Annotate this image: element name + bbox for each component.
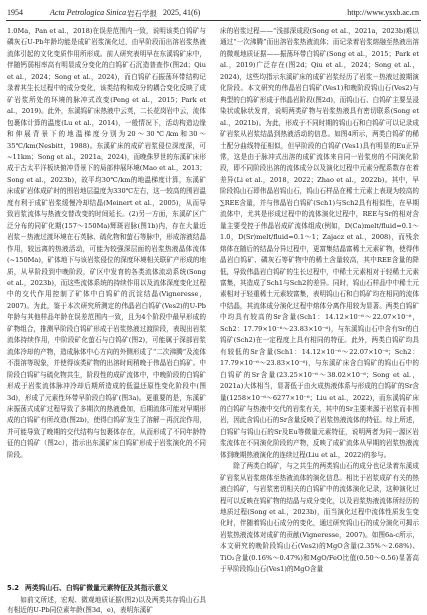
section-first-paragraph: 如前文所述，宏观、微观地质证据(图2)以及两类共存钨山石具有相近的U-Pb同位素年龄(图3d，e)，表明东溪矿 [7, 596, 206, 614]
header-rule [6, 20, 421, 21]
right-column [220, 26, 419, 606]
running-header [0, 0, 427, 22]
page-number: 1954 [7, 8, 23, 17]
body-paragraph: 除了两类白钨矿，与之共生的两类钨山石的成分也记录着东溪成矿岩浆从岩浆熔体至热液流体的演化信息。相比于岩浆成矿有关的热液白钨矿，与岩浆密切相关的白钨矿中的流体演化记录，这种演化过程可以反映在钨矿物的结晶与成分变化，以及岩浆热液流体所经历的地质过程(Song et al.，2023b)，而当演化过程中流体性质发生变化时，伴随着钨山石成分的变化，通过研究钨山石的成分演化可揭示岩浆热液流体对成矿的贡献(Vigneresse，2007)。如图6a-c所示，本文研究的晚阶段钨山石(Ves2)的MgO含量(2.35%～2.68%)、TiO₂含量(0.16%～0.47%)和MgO/FeO比值(0.50～0.56)显著高于早阶段钨山石(Ves1)的MgO含量 [220, 462, 419, 574]
body-paragraph: 床的岩浆过程——“浅部深成段(Song et al.，2021a，2023b)难以通过“一次沸腾”而出溶岩浆热液流体；而记录着岩浆熔融至热液出溶的微观地质证据——振荡环带白钨矿(Song et al.，2015；Park et al.，2019)广泛存在(图2d；Qiu et al.，2024；Song et al.，2024)，这些均指示东溪矿床的成矿岩浆经历了岩浆－热液过渡期演化阶段。本文研究的伟晶岩白钨矿(Ves1)和晚阶段钨山石(Ves2)与典型的白钨矿形成于伟晶岩阶段(图2d)，而钨山石、白钨矿主要呈浸染状或脉状发育，说明两类矿物与岩浆热液具有密切联系(Song et al.，2021b)。为此，形成于不同时期的钨山石和白钨矿可以记录成矿岩浆从岩浆结晶到热液活动的信息。如图4所示，两类白钨矿的稀土配分曲线特征相似，但早阶段的白钨矿(Ves1)具有明显的Eu正异常，这是由于脉冲式出溶的成矿流体来自同一岩浆房的不同演化阶段，即不同阶段出溶的流体成分以及演化过程中元素分配系数存在着差异(Li et al.，2018，2022；Zhao et al.，2022b)。其中，早阶段钨山石即伟晶岩钨山石，钨山石样品在稀土元素上表现为较高的∑REE含量，并与伟晶岩白钨矿(Sch1)与Sch2具有相似性，在早期流体中，尤其是形成过程中的流体演化过程中，REE与Sr的相对含量主要受控于伟晶岩成矿流体组成(例如，D(Ca)melt/fluid=0.1～1.0，D(Sr)melt/fluid=0.1～1；Zajacz et al.，2008)，而残余熔体在随后的结晶分异过程中，更富集结晶富稀土元素矿物，使得伟晶岩白钨矿、磷灰石等矿物中的稀土含量较高，其中REE含量的降低，导致伟晶岩白钨矿的生长过程中，中稀土元素相对于轻稀土元素富集，其造成了Sch1与Sch2的差异。同时，钨山石样品中中稀土元素相对于轻重稀土元素较富集，表明钨山石和白钨矿均在相同的流体中结晶，其流体成分演化过程中熔体分离作用较为显著。两类白钨矿中均具有较高的Sr含量(Sch1：14.12×10⁻⁶～22.07×10⁻⁶，Sch2：17.79×10⁻⁶～23.83×10⁻⁶)，与东溪钨山石中含有Sr的白钨矿(Sch2)在一定程度上具有相同的特征。此外，两类白钨矿均具有较低的Sr含量(Sch1：14.12×10⁻⁶～22.07×10⁻⁶；Sch2：17.79×10⁻⁶～23.83×10⁻⁶)，与东溪矿床含白钨矿的钨山石中的白钨矿的Sr含量(23.25×10⁻⁶～38.02×10⁻⁶；Song et al.，2021a)大体相当，显著低于由火成热液体系与形成的白钨矿的Sr含量(1258×10⁻⁶～6277×10⁻⁶；Liu et al.，2022)，而东溪钨矿床的白钨矿与热液中交代的岩浆有关，其中的Sr主要来源于岩浆而非围岩，因此含钨山石的Sr含量反映了岩浆热液流体的特征。综上所述，白钨矿与钨山石的Sr及Eu等微量元素特征，说明两者为同一源区岩浆流体在不同演化阶段的产物，反映了成矿流体从早期的岩浆热液流体到晚期热液演化的连续过程(Liu et al.，2022)的参与。 [220, 27, 419, 459]
section-title: 两类钨山石、白钨矿微量元素特征及其指示意义 [25, 584, 168, 592]
left-column [7, 26, 206, 586]
journal-url: http://www.ysxb.ac.cn [347, 8, 419, 17]
volume-issue: 2025, 41(6) [163, 8, 201, 17]
section-heading [7, 583, 206, 594]
journal-name-latin: Acta Petrologica Sinica [50, 8, 127, 17]
body-paragraph: 1.0Ma，Pan et al.，2018)在误差范围内一致，说明该类白钨矿与磷灰石U-Pb年龄均能是成矿岩浆演化过，由早阶段而出溶岩浆热液流体引起的文化变质作用所形成。前人研究表明早在东溪钨矿床中，伴随钙弱相率高有明显成分变化的白钨矿石沉造普查作(图2d；Qiu et al.，2024；Song et al.，2024)，而白钨矿石振荡环带结构记录着其生长过程中的成分变化，该类结构和成分的耦合变化反映了成矿岩浆所处的环境的脉冲式改变(Peng et al.，2015；Park et al.，2019)。此外，东溪钨矿床热液中云英，二长花岗岩中云，流体包裹体计算的温度(Lu et al.，2014)，一般情况下，活动构造边缘和伸展背景下的地温梯度分别为20～30℃/km和30～35℃/km(Nesbitt，1988)。东溪矿床的成矿岩浆侵位深度深，可~11km；Song et al.，2021a，2024)，而晚侏罗世的东溪矿床形成于古太平洋板块俯冲背景下的局部伸展环境(Mao et al.，2013；Song et al.，2023b)，故平均30℃/km的地温梯度计算，东溪矿床成矿岩体成矿时的围岩地层温度为330℃左右，这一较高的围岩温度有利于成矿岩浆缓慢冷却结晶(Meinert et al.，2005)，从而导致岩浆流体与热液交替改变的时间延长。(2)另一方面，东溪矿区广泛分布的同矿化期(157～150Ma)辉斑岩脉(图1b)内，存在大量近岩浆－热液过渡环境在石英脉、硫化物和萤石等脉中，形成溶液结晶作用，较远离的热液活动，可能为较强深层面的岩浆热液晶体流体(~150Ma)，矿体地下与该岩浆侵位的深度环境相关联矿产形成的地质，从早阶段到中晚阶段，矿区中发育的各类流体流动系统(Song et al.，2023b)，而这些流体系统的持续作用以及流体深度变化过程中的交代作用控制了矿体中白钨矿的沉淀结晶(Vigneresse，2007)。为此，鉴于本次研究所测定的伟晶岩白钨矿(Ves2)的U-Pb年龄与其他样品年龄在误差范围内一致，且为4个阶段中最早形成的矿物组合，推测早阶段白钨矿形成于岩浆热液过渡阶段，表现出岩浆流体持续作用，中阶段矿化萤石与白钨矿(图2)，可能属于深部岩浆流体冷却的产物，造成脉体中心方向的外侧形成了“二次沸腾”及流体不混溶等现象，并使得该类矿物的出溶时间稍晚于伟晶岩白钨矿。中阶段白钨矿与硫化物共生，阶段性的成矿流体中，中晚阶段的白钨矿形成于岩浆流体脉冲冷却后期所造成的低温还原性变化阶段中(图3d)，形成了元素性环带早阶段白钨矿(图3a)。更重要的是，东溪矿床振荡式成矿过程导致了多期次的热液叠加，后期流体可能对早期形成的白钨矿有所改造(图2b)，使得白钨矿发生了溶解－再沉淀作用，并可能导致了晚期的交代结构与包裹体存在，从而形成了不同年龄特征的白钨矿（图2c），指示出东溪矿床白钨矿形成于岩浆演化的不同阶段。 [7, 27, 206, 459]
section-number: 5.2 [7, 584, 20, 592]
journal-name-chinese: 岩石学报 [127, 8, 157, 18]
